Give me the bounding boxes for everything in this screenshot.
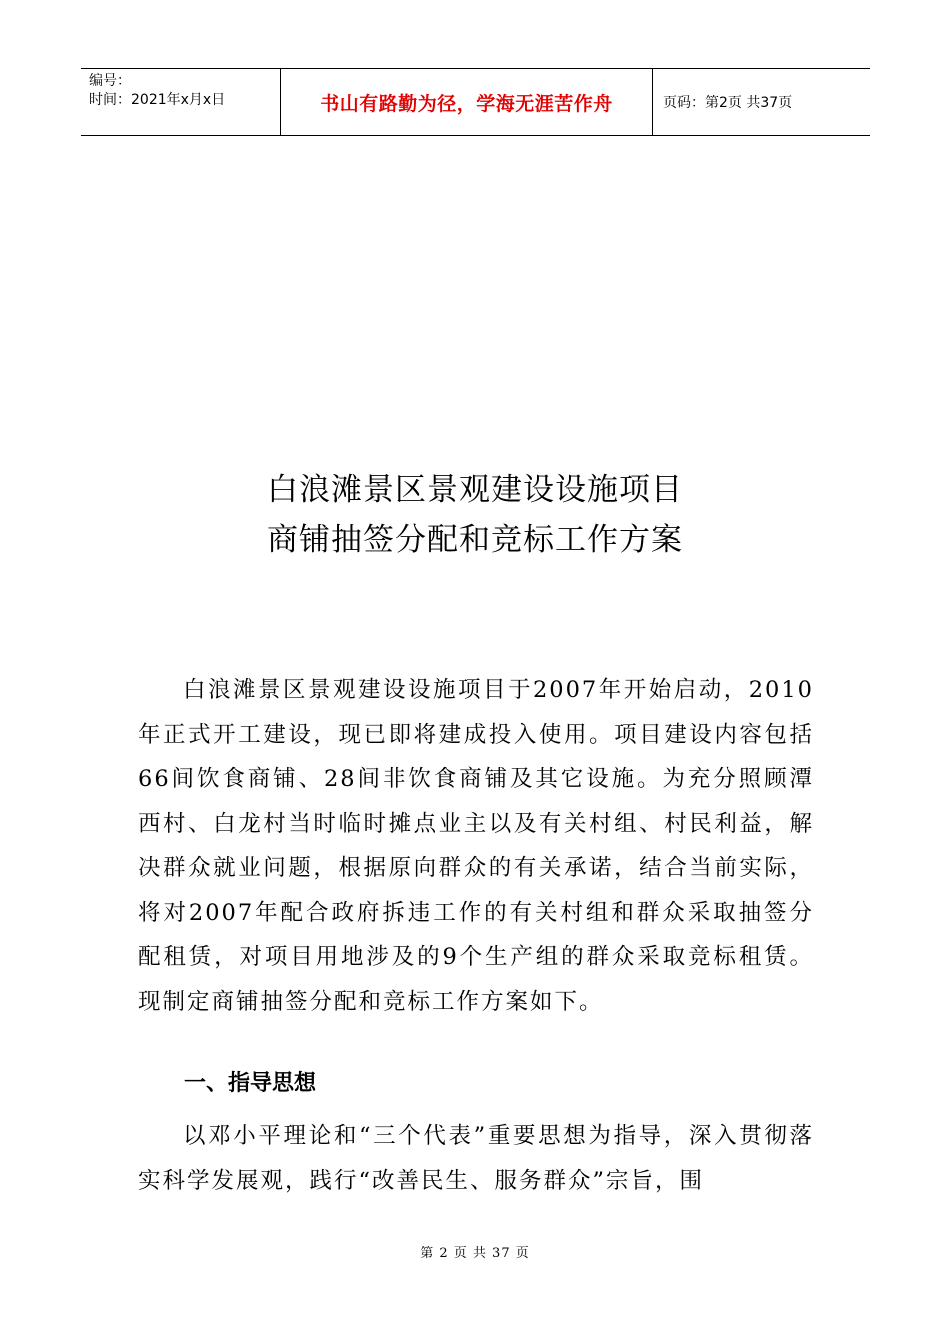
body-paragraph-1 — [138, 668, 814, 1024]
header-page-info: 页码：第2页 共37页 — [663, 95, 793, 111]
body-paragraph-2 — [138, 1114, 814, 1203]
paragraph-text: 以邓小平理论和“三个代表”重要思想为指导，深入贯彻落实科学发展观，践行“改善民生、服务群众”宗旨，围 — [138, 1123, 814, 1194]
document-title-line1: 白浪滩景区景观建设设施项目 — [267, 472, 683, 508]
page-footer: 第 2 页 共 37 页 — [420, 1246, 530, 1261]
header-meta-cell — [81, 69, 281, 135]
paragraph-text: 白浪滩景区景观建设设施项目于2007年开始启动，2010年正式开工建设，现已即将建成投入使用。项目建设内容包括66间饮食商铺、28间非饮食商铺及其它设施。为充分照顾潭西村、白龙村当时临时摊点业主以及有关村组、村民利益，解决群众就业问题，根据原向群众的有关承诺，结合当前实际，将对2007年配合政府拆违工作的有关村组和群众采取抽签分配租赁，对项目用地涉及的9个生产组的群众采取竞标租赁。现制定商铺抽签分配和竞标工作方案如下。 — [138, 677, 814, 1015]
document-header — [81, 68, 870, 136]
document-title-line2: 商铺抽签分配和竞标工作方案 — [267, 522, 683, 558]
date-label: 时间：2021年x月x日 — [89, 92, 226, 108]
section-heading-guiding-ideology: 一、指导思想 — [184, 1071, 317, 1096]
number-label: 编号： — [89, 73, 131, 89]
header-motto: 书山有路勤为径，学海无涯苦作舟 — [281, 69, 653, 135]
